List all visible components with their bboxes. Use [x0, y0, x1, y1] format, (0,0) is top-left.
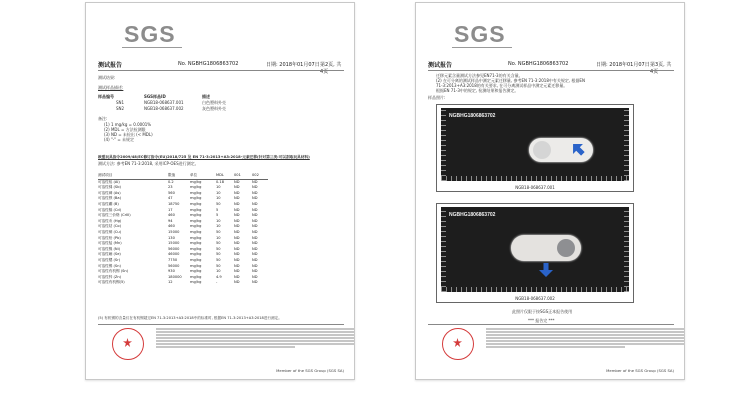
table-cell: ND [252, 190, 258, 195]
table-cell: 可溶性铝 (Al) [98, 179, 120, 184]
table-cell: 23 [168, 185, 173, 190]
table-cell: 5 [216, 213, 219, 218]
table-cell: ND [252, 274, 258, 279]
table-cell: ND [234, 185, 240, 190]
table-cell: 7750 [168, 257, 178, 262]
table-cell: 可溶性有机锡 (Sn) [98, 269, 129, 274]
table-cell: 10 [216, 235, 221, 240]
table-cell: 56000 [168, 246, 180, 251]
note-item: 迁移元素含量测试方法参见EN71-3的有关含量。 [436, 73, 523, 78]
photo-caption: NGB18-068637.001 [515, 185, 555, 190]
report-page-2 [415, 2, 685, 380]
note-item: 71-3:2013+A3:2018的有关要求, 在可分离测试样品中测定元素迁移量。 [436, 83, 568, 88]
table-cell: - [216, 280, 218, 285]
table-cell: 56000 [168, 263, 180, 268]
sample-row: NGB18-068637.001 [144, 100, 184, 105]
table-cell: ND [252, 246, 258, 251]
table-cell: 460 [168, 213, 175, 218]
report-number: No. NGBHG1806863702 [178, 61, 239, 67]
table-cell: mg/kg [190, 213, 202, 218]
table-cell: mg/kg [190, 229, 202, 234]
table-cell: ND [252, 257, 258, 262]
results-table [98, 173, 268, 286]
table-cell: 可溶性硒 (Se) [98, 252, 121, 257]
sgs-logo: SGS [124, 21, 176, 47]
table-cell: mg/kg [190, 201, 202, 206]
table-cell: 10 [216, 269, 221, 274]
sample-row: SN1 [116, 100, 125, 105]
gray-sample-case [511, 235, 581, 261]
table-cell: mg/kg [190, 224, 202, 229]
table-cell: 可溶性硼 (B) [98, 201, 119, 206]
table-cell: 10 [216, 218, 221, 223]
table-cell: ND [234, 269, 240, 274]
note-item: (4) "-" = 未规定 [104, 137, 134, 142]
table-cell: 可溶性锡 (Sn) [98, 263, 121, 268]
table-cell: 可溶性锶 (Sr) [98, 257, 121, 262]
table-cell: 0.2 [168, 179, 174, 184]
table-cell: ND [252, 224, 258, 229]
table-cell: 460 [168, 224, 175, 229]
table-cell: ND [252, 207, 258, 212]
note-item: (1) 1 mg/kg = 0.0001% [104, 122, 152, 127]
table-cell: ND [252, 252, 258, 257]
table-cell: mg/kg [190, 190, 202, 195]
report-date: 日期: 2018年01月07日 [266, 62, 320, 68]
table-cell: 可溶性有机锡(5) [98, 280, 125, 285]
table-cell: 10 [216, 196, 221, 201]
column-header: 限值 [168, 173, 190, 179]
table-cell: ND [252, 201, 258, 206]
table-cell: ND [252, 196, 258, 201]
sample-header-desc: 描述 [202, 94, 210, 99]
sgs-seal-icon [442, 328, 474, 360]
table-cell: ND [234, 218, 240, 223]
report-number: No. NGBHG1806863702 [508, 61, 569, 67]
table-cell: 可溶性汞 (Hg) [98, 218, 122, 223]
photo-note: 此照片仅限于按SGS正本报告使用 [512, 309, 573, 314]
table-cell: mg/kg [190, 235, 202, 240]
table-cell: ND [234, 229, 240, 234]
photo-section-label: 样品照片: [428, 95, 446, 100]
table-cell: 15000 [168, 241, 180, 246]
table-cell: mg/kg [190, 257, 202, 262]
table-cell: 可溶性铜 (Cu) [98, 229, 122, 234]
test-title: 欧盟玩具指令2009/48/EC修订指令(EU)2018/725 及 EN 71-3:2013+A3:2018-元素迁移(针对第三类:可以刮取玩具材料) [98, 155, 310, 159]
table-cell: 560 [168, 190, 175, 195]
table-cell: 130 [168, 235, 175, 240]
table-cell: 5 [216, 207, 219, 212]
sample-row: NGB18-068637.002 [144, 106, 184, 111]
table-row [98, 280, 268, 286]
table-cell: 可溶性三价铬 (CrIII) [98, 213, 131, 218]
table-cell: 可溶性镉 (Cd) [98, 207, 122, 212]
column-header: 001 [234, 173, 252, 179]
table-cell: 10 [216, 185, 221, 190]
photo-caption: NGB18-068637.002 [515, 296, 555, 301]
sgs-seal-icon [112, 328, 144, 360]
sample-photo-1 [436, 104, 634, 192]
table-cell: 180000 [168, 274, 182, 279]
sample-row: 白色塑料外壳 [202, 100, 226, 105]
table-cell: ND [252, 263, 258, 268]
table-cell: 47 [168, 196, 173, 201]
table-cell: 50 [216, 241, 221, 246]
table-cell: ND [252, 269, 258, 274]
table-cell: mg/kg [190, 280, 202, 285]
note-item: (3) ND = 未检出 (< MDL) [104, 132, 153, 137]
white-sample-case [529, 138, 593, 162]
footer [428, 326, 674, 360]
report-page-1 [85, 2, 355, 380]
legal-fine-print [156, 328, 354, 349]
legal-fine-print [486, 328, 684, 349]
report-header [98, 60, 344, 75]
table-cell: ND [234, 241, 240, 246]
photo-id-label: NGBHG1806863702 [449, 212, 496, 218]
table-cell: 17 [168, 207, 173, 212]
report-title: 测试报告 [98, 62, 123, 69]
table-cell: 50 [216, 263, 221, 268]
table-cell: mg/kg [190, 269, 202, 274]
table-cell: 可溶性钡 (Ba) [98, 196, 121, 201]
footer-rule [428, 324, 674, 325]
table-cell: 10 [216, 190, 221, 195]
sample-header-no: 样品编号 [98, 94, 114, 99]
column-header: 单位 [190, 173, 216, 179]
footer-rule [98, 324, 344, 325]
table-cell: 可溶性砷 (As) [98, 190, 121, 195]
table-cell: ND [252, 280, 258, 285]
table-cell: 15000 [168, 229, 180, 234]
table-cell: ND [234, 190, 240, 195]
table-cell: ND [252, 218, 258, 223]
table-cell: 50 [216, 257, 221, 262]
note-item: (2) 在可分离的测试样品中测定元素迁移量, 参考EN 71-3:2018中有关规定, 根据EN [436, 78, 585, 83]
table-cell: ND [234, 207, 240, 212]
photo-image [441, 207, 629, 292]
table-cell: 50 [216, 201, 221, 206]
table-cell: 可溶性锌 (Zn) [98, 274, 122, 279]
table-cell: 94 [168, 218, 173, 223]
note-item: 根据EN 71-3中的规定, 检测结果和报告测定。 [436, 88, 519, 93]
table-cell: ND [252, 229, 258, 234]
table-cell: mg/kg [190, 185, 202, 190]
column-header: MDL [216, 173, 234, 179]
table-cell: ND [252, 241, 258, 246]
table-cell: 可溶性锰 (Mn) [98, 241, 122, 246]
table-cell: ND [234, 196, 240, 201]
table-cell: ND [234, 235, 240, 240]
note-item: (2) MDL = 方法检测限 [104, 127, 146, 132]
photo-image [441, 108, 629, 181]
test-method: 测试方法: 参考EN 71-3:2018, 采用ICP-OES进行测定。 [98, 161, 199, 166]
sgs-logo: SGS [454, 21, 506, 47]
header-rule [98, 70, 344, 71]
table-cell: mg/kg [190, 179, 202, 184]
notes-label: 备注: [98, 116, 108, 121]
table-cell: 18750 [168, 201, 180, 206]
table-cell: ND [234, 257, 240, 262]
sample-header-id: SGS样品ID [144, 94, 166, 99]
table-cell: ND [252, 185, 258, 190]
table-cell: ND [234, 179, 240, 184]
table-cell: 12 [168, 280, 173, 285]
table-cell: 0.18 [216, 179, 225, 184]
column-header: 002 [252, 173, 268, 179]
page-number: 第2页, 共4页 [320, 62, 342, 75]
table-cell: mg/kg [190, 274, 202, 279]
report-date: 日期: 2018年01月07日 [596, 62, 650, 68]
footnote: (5) 有机锡的含量仅在有机锡超过EN 71-3:2013+A3:2018中的标准时, 根据EN 71-3:2013+A3:2018进行测定。 [98, 316, 282, 320]
table-cell: mg/kg [190, 252, 202, 257]
table-cell: 可溶性钴 (Co) [98, 224, 122, 229]
arrow-icon [539, 263, 553, 277]
member-line: Member of the SGS Group (SGS SA) [276, 368, 344, 373]
table-cell: 46000 [168, 252, 180, 257]
table-cell: ND [234, 201, 240, 206]
report-end: *** 报告完 *** [528, 318, 555, 323]
table-cell: mg/kg [190, 246, 202, 251]
photo-id-label: NGBHG1806863702 [449, 113, 496, 119]
table-cell: ND [252, 213, 258, 218]
column-header: 测试项目 [98, 173, 168, 179]
table-cell: ND [234, 263, 240, 268]
table-cell: ND [252, 235, 258, 240]
table-cell: mg/kg [190, 218, 202, 223]
table-cell: 可溶性镍 (Ni) [98, 246, 121, 251]
table-cell: ND [234, 213, 240, 218]
sample-description-label: 测试样品描述: [98, 85, 124, 90]
sample-photo-2 [436, 203, 634, 303]
table-cell: 可溶性锑 (Sb) [98, 185, 121, 190]
table-cell: 10 [216, 224, 221, 229]
footer [98, 326, 344, 360]
table-cell: ND [234, 252, 240, 257]
member-line: Member of the SGS Group (SGS SA) [606, 368, 674, 373]
table-cell: mg/kg [190, 196, 202, 201]
table-cell: 可溶性铅 (Pb) [98, 235, 121, 240]
logo-underline [122, 47, 182, 48]
report-header [428, 60, 674, 75]
table-cell: mg/kg [190, 207, 202, 212]
table-cell: mg/kg [190, 263, 202, 268]
header-rule [428, 70, 674, 71]
table-cell: 50 [216, 229, 221, 234]
table-cell: 930 [168, 269, 175, 274]
table-cell: ND [252, 179, 258, 184]
sample-row: SN2 [116, 106, 125, 111]
table-cell: ND [234, 274, 240, 279]
table-cell: ND [234, 280, 240, 285]
logo-underline [452, 47, 512, 48]
table-cell: ND [234, 224, 240, 229]
sample-row: 灰色塑料外壳 [202, 106, 226, 111]
report-title: 测试报告 [428, 62, 453, 69]
table-cell: 50 [216, 252, 221, 257]
table-cell: mg/kg [190, 241, 202, 246]
table-cell: ND [234, 246, 240, 251]
section-label: 测试结果: [98, 75, 116, 80]
table-cell: 4.9 [216, 274, 222, 279]
page-number: 第3页, 共4页 [650, 62, 672, 75]
table-cell: 50 [216, 246, 221, 251]
